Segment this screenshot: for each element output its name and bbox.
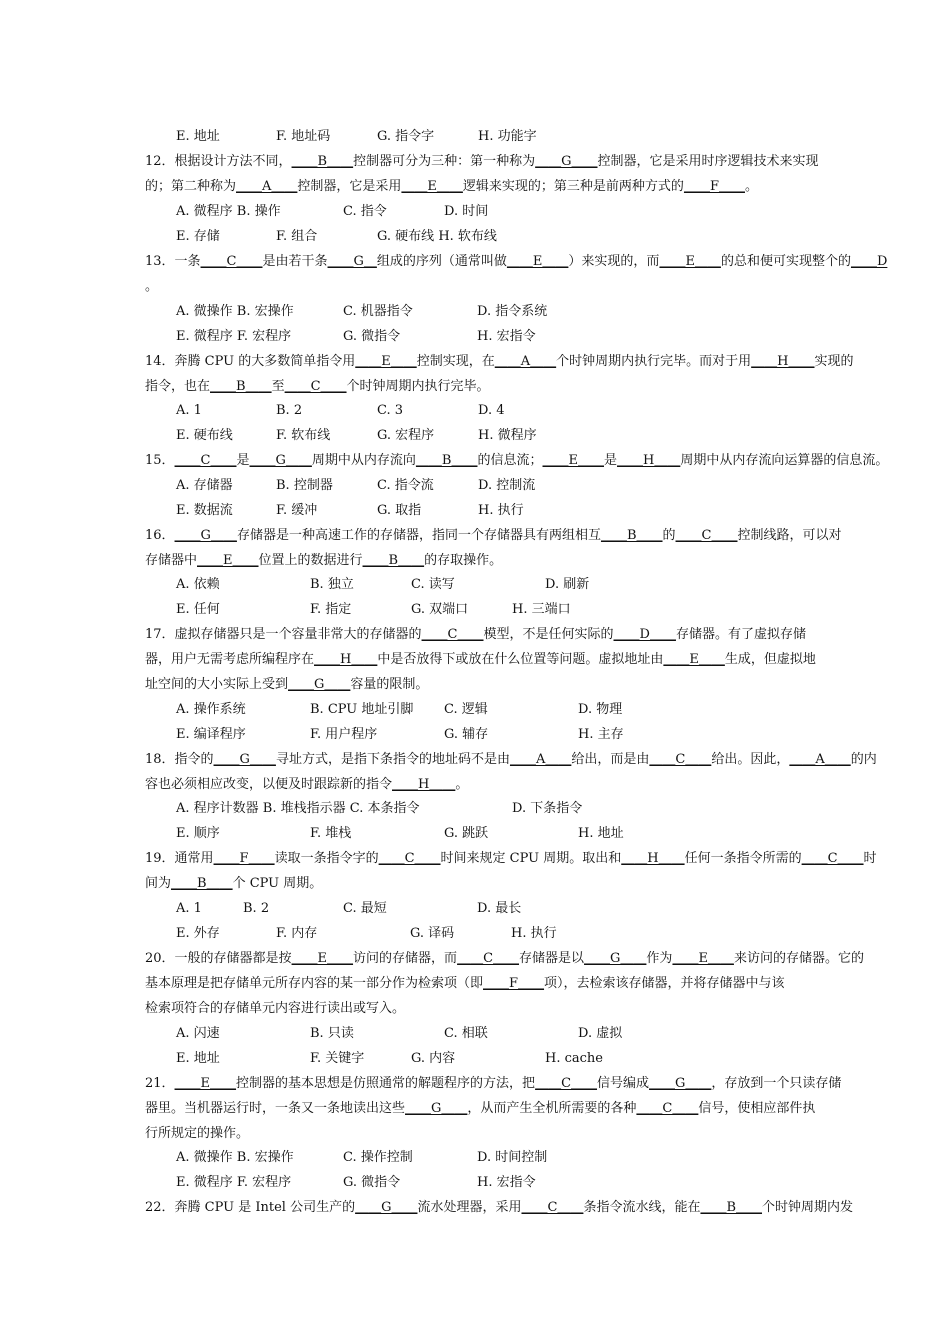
text-segment: 容量的限制。: [350, 677, 429, 692]
answer-blank: ＿＿B＿＿: [210, 379, 272, 394]
answer-blank: ＿＿B＿＿: [362, 553, 425, 568]
option-item: C. 3: [377, 403, 404, 418]
question-paragraph: [145, 846, 877, 896]
answer-blank: ＿＿A＿＿: [236, 179, 298, 194]
option-item: H. 执行: [478, 503, 524, 518]
options-row: [176, 722, 816, 747]
answer-blank: ＿＿F＿＿: [483, 976, 545, 991]
answer-blank: ＿＿G＿＿: [174, 528, 237, 543]
text-line: [145, 971, 815, 996]
answer-blank: ＿＿B＿＿: [171, 876, 233, 891]
text-segment: 19．通常用: [145, 851, 214, 866]
text-segment: 来访问的存储器。它的: [733, 951, 864, 966]
option-item: B. 2: [243, 901, 270, 916]
option-item: D. 指令系统: [477, 304, 548, 319]
text-segment: 的信息流；: [477, 453, 543, 468]
option-item: E. 地址: [176, 129, 220, 144]
text-segment: 是由若干条: [262, 254, 328, 269]
text-segment: 址空间的大小实际上受到: [145, 677, 289, 692]
answer-blank: ＿＿B＿＿: [291, 154, 354, 169]
answer-blank: ＿＿C＿＿: [457, 951, 520, 966]
answer-blank: ＿＿E＿＿: [659, 254, 721, 269]
text-line: [145, 747, 877, 772]
answer-blank: ＿＿G＿＿: [405, 1101, 468, 1116]
text-segment: 条指令流水线，能在: [583, 1200, 701, 1215]
option-item: E. 存储: [176, 229, 220, 244]
text-segment: 控制器的基本思想是仿照通常的解题程序的方法，把: [236, 1076, 536, 1091]
option-item: F. 缓冲: [276, 503, 318, 518]
text-segment: 的存取操作。: [424, 553, 503, 568]
option-item: G. 指令字: [377, 129, 435, 144]
answer-blank: ＿＿G＿＿: [288, 677, 351, 692]
answer-blank: ＿＿H＿＿: [617, 453, 681, 468]
answer-blank: ＿＿E＿＿: [542, 453, 604, 468]
option-item: D. 4: [478, 403, 505, 418]
option-item: A. 微操作 B. 宏操作: [176, 304, 294, 319]
answer-blank: ＿＿E＿＿: [174, 1076, 237, 1091]
text-segment: 流水处理器，采用: [417, 1200, 522, 1215]
text-line: [145, 647, 815, 672]
text-segment: 周期中从内存流向运算器的信息流。: [680, 453, 889, 468]
answer-blank: ＿＿C＿＿: [378, 851, 441, 866]
answer-blank: ＿＿C＿＿: [801, 851, 864, 866]
text-segment: 存储器是一种高速工作的存储器，指同一个存储器具有两组相互: [236, 528, 601, 543]
answer-blank: ＿＿E＿＿: [663, 652, 725, 667]
options-row: [176, 1145, 816, 1170]
answer-blank: ＿＿B＿＿: [415, 453, 478, 468]
text-line: [145, 374, 815, 399]
text-segment: 项），去检索该存储器，并将存储器中与该: [544, 976, 785, 991]
text-segment: 控制线路，可以对: [737, 528, 842, 543]
text-segment: 存储器。有了虚拟存储: [675, 627, 806, 642]
answer-blank: ＿＿C＿＿: [200, 254, 263, 269]
answer-blank: ＿＿F＿＿: [213, 851, 275, 866]
text-segment: 的: [662, 528, 676, 543]
answer-blank: ＿＿C＿＿: [521, 1200, 584, 1215]
answer-blank: ＿＿G＿＿: [584, 951, 647, 966]
options-row: [176, 473, 816, 498]
answer-blank: ＿＿D＿＿: [613, 627, 676, 642]
answer-blank: ＿＿E＿＿: [291, 951, 354, 966]
option-item: G. 辅存: [444, 727, 489, 742]
question-paragraph: [145, 448, 889, 473]
options-row: [176, 597, 816, 622]
options-row: [176, 299, 816, 324]
text-segment: 。: [455, 777, 469, 792]
option-item: H. 主存: [578, 727, 624, 742]
option-item: B. 只读: [310, 1026, 354, 1041]
option-item: C. 逻辑: [444, 702, 488, 717]
option-item: C. 操作控制: [343, 1150, 413, 1165]
text-segment: 20．一般的存储器都是按: [145, 951, 292, 966]
option-item: C. 指令: [343, 204, 387, 219]
text-segment: 器，用户无需考虑所编程序在: [145, 652, 315, 667]
text-segment: 个时钟周期内发: [762, 1200, 854, 1215]
option-item: A. 程序计数器 B. 堆栈指示器 C. 本条指令: [176, 801, 420, 816]
option-item: F. 软布线: [276, 428, 331, 443]
option-item: B. 2: [276, 403, 303, 418]
text-segment: 器里。当机器运行时，一条又一条地读出这些: [145, 1101, 406, 1116]
option-item: E. 外存: [176, 926, 220, 941]
answer-blank: ＿＿E＿＿: [506, 254, 569, 269]
option-item: A. 微操作 B. 宏操作: [176, 1150, 294, 1165]
option-item: D. 虚拟: [578, 1026, 623, 1041]
text-segment: 寻址方式，是指下条指令的地址码不是由: [275, 752, 510, 767]
question-paragraph: [145, 249, 888, 299]
option-item: B. CPU 地址引脚: [310, 702, 414, 717]
question-paragraph: [145, 622, 815, 697]
option-item: A. 微程序 B. 操作: [176, 204, 281, 219]
text-segment: 信号编成: [597, 1076, 650, 1091]
answer-blank: ＿＿A＿＿: [494, 354, 557, 369]
text-segment: 存储器中: [145, 553, 198, 568]
options-row: [176, 423, 816, 448]
text-segment: 指令，也在: [145, 379, 211, 394]
text-segment: 控制器，它是采用时序逻辑技术来实现: [597, 154, 819, 169]
text-line: [145, 149, 819, 174]
options-row: [176, 124, 816, 149]
text-segment: 间为: [145, 876, 172, 891]
text-line: [145, 1195, 854, 1220]
text-segment: 作为: [646, 951, 673, 966]
question-paragraph: [145, 149, 819, 199]
option-item: E. 数据流: [176, 503, 233, 518]
answer-blank: ＿＿B＿＿: [600, 528, 663, 543]
options-row: [176, 1046, 816, 1071]
option-item: B. 独立: [310, 577, 354, 592]
option-item: H. 宏指令: [477, 329, 536, 344]
option-item: F. 指定: [310, 602, 352, 617]
text-segment: 。: [744, 179, 758, 194]
text-segment: 容也必须相应改变，以便及时跟踪新的指令: [145, 777, 393, 792]
text-segment: 模型，不是任何实际的: [483, 627, 614, 642]
option-item: H. 微程序: [478, 428, 537, 443]
options-row: [176, 896, 816, 921]
text-line: [145, 448, 889, 473]
text-segment: ，存放到一个只读存储: [711, 1076, 842, 1091]
text-segment: 给出。因此，: [711, 752, 790, 767]
answer-blank: ＿＿C＿＿: [421, 627, 484, 642]
answer-blank: ＿＿B＿＿: [700, 1200, 763, 1215]
answer-blank: ＿＿G＿＿: [649, 1076, 712, 1091]
text-segment: 个时钟周期内执行完毕。而对于用: [556, 354, 752, 369]
text-line: [145, 174, 815, 199]
option-item: D. 时间: [444, 204, 489, 219]
option-item: E. 硬布线: [176, 428, 233, 443]
answer-blank: ＿＿H＿＿: [392, 777, 456, 792]
option-item: G. 跳跃: [444, 826, 489, 841]
text-segment: 时间来规定 CPU 周期。取出和: [440, 851, 622, 866]
option-item: C. 相联: [444, 1026, 488, 1041]
option-item: C. 最短: [343, 901, 387, 916]
option-item: E. 编译程序: [176, 727, 246, 742]
text-segment: 的总和便可实现整个的: [720, 254, 851, 269]
text-segment: 至: [271, 379, 285, 394]
option-item: G. 译码: [410, 926, 455, 941]
answer-blank: ＿＿G＿＿: [535, 154, 598, 169]
option-item: D. 时间控制: [477, 1150, 548, 1165]
options-row: [176, 821, 816, 846]
option-item: H. 地址: [578, 826, 624, 841]
text-segment: ，从而产生全机所需要的各种: [467, 1101, 637, 1116]
option-item: D. 刷新: [545, 577, 590, 592]
text-segment: 个时钟周期内执行完毕。: [346, 379, 490, 394]
text-segment: 存储器是以: [519, 951, 585, 966]
options-row: [176, 324, 816, 349]
options-row: [176, 921, 816, 946]
text-line: [145, 846, 877, 871]
option-item: G. 宏程序: [377, 428, 435, 443]
answer-blank: ＿＿G＿: [327, 254, 377, 269]
text-line: [145, 622, 815, 647]
text-line: [145, 274, 815, 299]
option-item: A. 存储器: [176, 478, 233, 493]
answer-blank: ＿＿H＿＿: [621, 851, 685, 866]
answer-blank: ＿＿E＿＿: [197, 553, 259, 568]
text-segment: 控制器可分为三种：第一种称为: [353, 154, 536, 169]
text-segment: 中是否放得下或放在什么位置等问题。虚拟地址由: [377, 652, 664, 667]
text-segment: 16．: [145, 528, 175, 543]
text-line: [145, 548, 815, 573]
option-item: F. 地址码: [276, 129, 331, 144]
text-segment: 13．一条: [145, 254, 201, 269]
options-row: [176, 199, 816, 224]
option-item: A. 1: [176, 901, 202, 916]
option-item: F. 内存: [276, 926, 318, 941]
answer-blank: ＿＿E＿＿: [401, 179, 463, 194]
option-item: E. 任何: [176, 602, 220, 617]
option-item: F. 用户程序: [310, 727, 378, 742]
option-item: G. 硬布线 H. 软布线: [377, 229, 497, 244]
answer-blank: ＿＿E＿＿: [672, 951, 734, 966]
option-item: A. 操作系统: [176, 702, 246, 717]
answer-blank: ＿＿G＿＿: [213, 752, 276, 767]
answer-blank: ＿＿C＿＿: [284, 379, 347, 394]
text-line: [145, 772, 815, 797]
text-segment: 给出，而是由: [571, 752, 650, 767]
options-row: [176, 1021, 816, 1046]
option-item: H. 三端口: [512, 602, 571, 617]
option-item: F. 关键字: [310, 1051, 365, 1066]
text-line: [145, 1121, 815, 1146]
text-line: [145, 349, 854, 374]
answer-blank: ＿＿C＿＿: [636, 1101, 699, 1116]
text-line: [145, 523, 842, 548]
text-segment: 时: [863, 851, 877, 866]
text-segment: 检索项符合的存储单元内容进行读出或写入。: [145, 1001, 406, 1016]
text-segment: 是: [236, 453, 250, 468]
text-segment: ）来实现的，而: [568, 254, 660, 269]
text-line: [145, 871, 815, 896]
text-segment: 基本原理是把存储单元所存内容的某一部分作为检索项（即: [145, 976, 484, 991]
text-segment: 信号，使相应部件执: [698, 1101, 816, 1116]
option-item: H. 执行: [511, 926, 557, 941]
text-segment: 访问的存储器，而: [353, 951, 458, 966]
option-item: F. 堆栈: [310, 826, 352, 841]
options-row: [176, 398, 816, 423]
option-item: E. 微程序 F. 宏程序: [176, 1175, 292, 1190]
text-segment: 组成的序列（通常叫做: [376, 254, 507, 269]
text-segment: 15．: [145, 453, 175, 468]
option-item: A. 闪速: [176, 1026, 220, 1041]
answer-blank: ＿＿C＿＿: [675, 528, 738, 543]
text-segment: 行所规定的操作。: [145, 1126, 250, 1141]
answer-blank: ＿＿G＿＿: [355, 1200, 418, 1215]
option-item: H. 功能字: [478, 129, 537, 144]
option-item: A. 依赖: [176, 577, 220, 592]
option-item: C. 指令流: [377, 478, 434, 493]
option-item: G. 双端口: [411, 602, 469, 617]
answer-blank: ＿＿C＿＿: [649, 752, 712, 767]
text-segment: 17．虚拟存储器只是一个容量非常大的存储器的: [145, 627, 422, 642]
text-line: [145, 1096, 815, 1121]
text-segment: 控制实现，在: [416, 354, 495, 369]
text-segment: 逻辑来实现的；第三种是前两种方式的: [462, 179, 684, 194]
answer-blank: ＿＿D: [850, 254, 888, 269]
question-paragraph: [145, 523, 842, 573]
question-paragraph: [145, 747, 877, 797]
text-segment: 周期中从内存流向: [311, 453, 416, 468]
text-segment: 生成，但虚拟地: [724, 652, 816, 667]
option-item: C. 机器指令: [343, 304, 413, 319]
option-item: F. 组合: [276, 229, 318, 244]
options-row: [176, 224, 816, 249]
answer-blank: ＿＿C＿＿: [174, 453, 237, 468]
text-segment: 控制器，它是采用: [297, 179, 402, 194]
text-segment: 是: [604, 453, 618, 468]
text-line: [145, 1071, 842, 1096]
question-paragraph: [145, 1195, 854, 1220]
question-paragraph: [145, 946, 864, 1021]
text-segment: 12．根据设计方法不同，: [145, 154, 292, 169]
text-segment: 任何一条指令所需的: [684, 851, 802, 866]
text-segment: 的内: [850, 752, 877, 767]
text-segment: 个 CPU 周期。: [232, 876, 323, 891]
answer-blank: ＿＿H＿＿: [314, 652, 378, 667]
text-line: [145, 249, 888, 274]
option-item: A. 1: [176, 403, 202, 418]
answer-blank: ＿＿E＿＿: [355, 354, 417, 369]
text-segment: 。: [145, 279, 159, 294]
text-segment: 的；第二种称为: [145, 179, 237, 194]
text-segment: 21．: [145, 1076, 175, 1091]
option-item: D. 控制流: [478, 478, 536, 493]
text-line: [145, 996, 815, 1021]
text-segment: 读取一条指令字的: [274, 851, 379, 866]
answer-blank: ＿＿G＿＿: [249, 453, 312, 468]
option-item: C. 读写: [411, 577, 455, 592]
option-item: D. 物理: [578, 702, 623, 717]
answer-blank: ＿＿H＿＿: [751, 354, 815, 369]
option-item: G. 内容: [411, 1051, 456, 1066]
text-segment: 18．指令的: [145, 752, 214, 767]
option-item: G. 取指: [377, 503, 422, 518]
option-item: E. 微程序 F. 宏程序: [176, 329, 292, 344]
question-paragraph: [145, 349, 854, 399]
option-item: B. 控制器: [276, 478, 333, 493]
option-item: H. cache: [545, 1051, 603, 1066]
option-item: D. 下条指令: [512, 801, 583, 816]
question-paragraph: [145, 1071, 842, 1146]
options-row: [176, 796, 816, 821]
text-segment: 14．奔腾 CPU 的大多数简单指令用: [145, 354, 356, 369]
options-row: [176, 572, 816, 597]
option-item: G. 微指令: [343, 329, 401, 344]
answer-blank: ＿＿F＿＿: [683, 179, 745, 194]
option-item: E. 地址: [176, 1051, 220, 1066]
option-item: E. 顺序: [176, 826, 220, 841]
text-segment: 位置上的数据进行: [258, 553, 363, 568]
option-item: G. 微指令: [343, 1175, 401, 1190]
options-row: [176, 1170, 816, 1195]
option-item: D. 最长: [477, 901, 522, 916]
answer-blank: ＿＿A＿＿: [789, 752, 851, 767]
answer-blank: ＿＿C＿＿: [535, 1076, 598, 1091]
option-item: H. 宏指令: [477, 1175, 536, 1190]
text-segment: 实现的: [814, 354, 854, 369]
text-line: [145, 946, 864, 971]
options-row: [176, 697, 816, 722]
options-row: [176, 498, 816, 523]
answer-blank: ＿＿A＿＿: [509, 752, 572, 767]
text-segment: 22．奔腾 CPU 是 Intel 公司生产的: [145, 1200, 356, 1215]
text-line: [145, 672, 815, 697]
